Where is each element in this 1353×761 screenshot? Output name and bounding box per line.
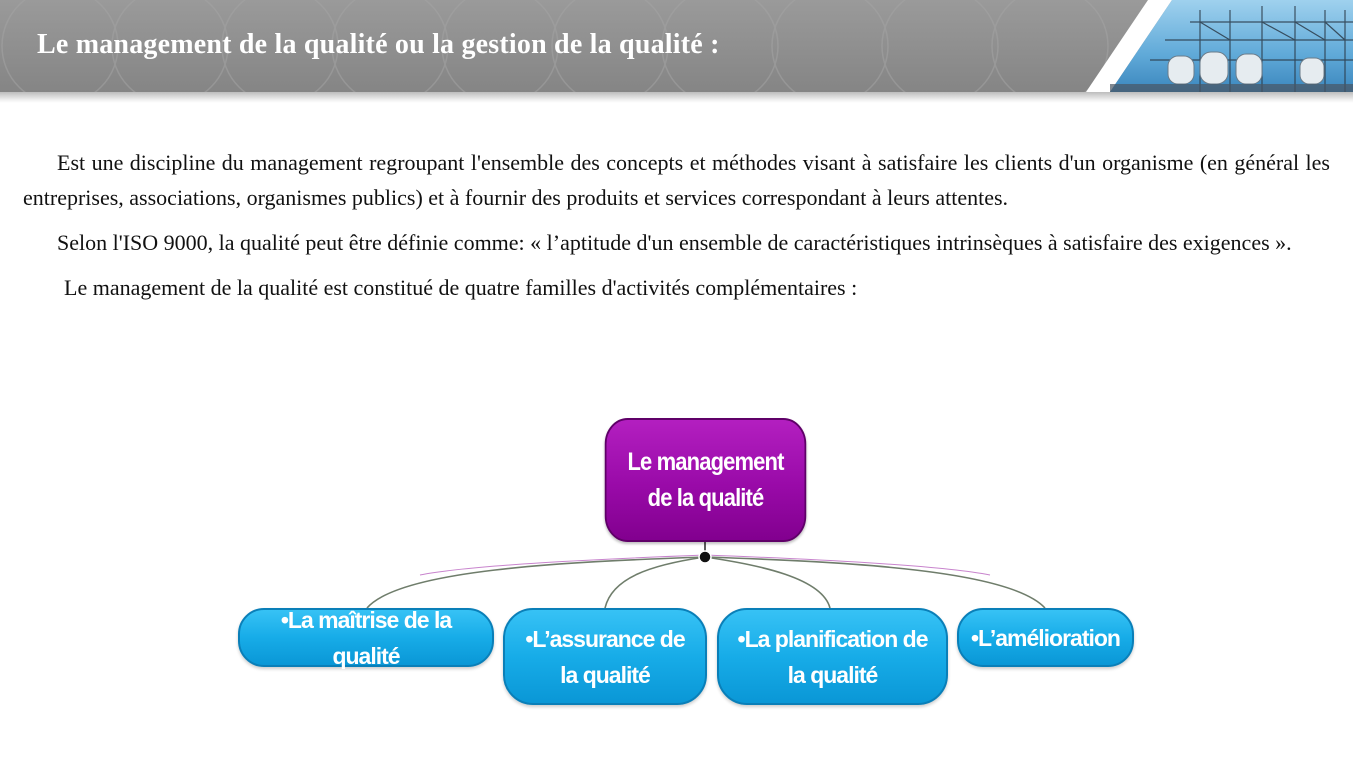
header-banner	[0, 0, 1353, 92]
connector-c2	[605, 557, 705, 608]
diagram-node-label: •L’amélioration	[971, 624, 1120, 651]
diagram-node-maitrise	[238, 608, 494, 667]
connector-c4	[705, 557, 1045, 608]
diagram-node-planification	[717, 608, 948, 705]
diagram-root-node	[605, 418, 807, 542]
diagram-node-label: •L’assurance de la qualité	[525, 625, 685, 688]
content-body	[23, 145, 1330, 315]
page-title: Le management de la qualité ou la gestion de la qualité :	[37, 29, 720, 60]
hub-dot	[699, 551, 711, 563]
intro-paragraph: Le management de la qualité est constitué de quatre familles d'activités complémentaires :	[64, 275, 858, 300]
definition-paragraph: Est une discipline du management regroupant l'ensemble des concepts et méthodes visant à satisfaire les clients d'un organisme (en général les entreprises, associations, organismes publics) et à fournir des produits et services correspondant à leurs attentes.	[23, 150, 1330, 210]
diagram-node-amelioration	[957, 608, 1134, 667]
header-divider	[0, 92, 1353, 103]
connector-c3	[705, 557, 830, 608]
diagram-node-assurance	[503, 608, 707, 705]
diagram-node-label: •La planification de la qualité	[737, 625, 928, 688]
connector-c1	[367, 557, 705, 608]
iso-definition-paragraph: Selon l'ISO 9000, la qualité peut être définie comme: « l’aptitude d'un ensemble de caractéristiques intrinsèques à satisfaire des exigences ».	[57, 230, 1292, 255]
diagram-root-label: Le management de la qualité	[627, 448, 784, 512]
diagram-node-label: •La maîtrise de la qualité	[280, 606, 452, 669]
